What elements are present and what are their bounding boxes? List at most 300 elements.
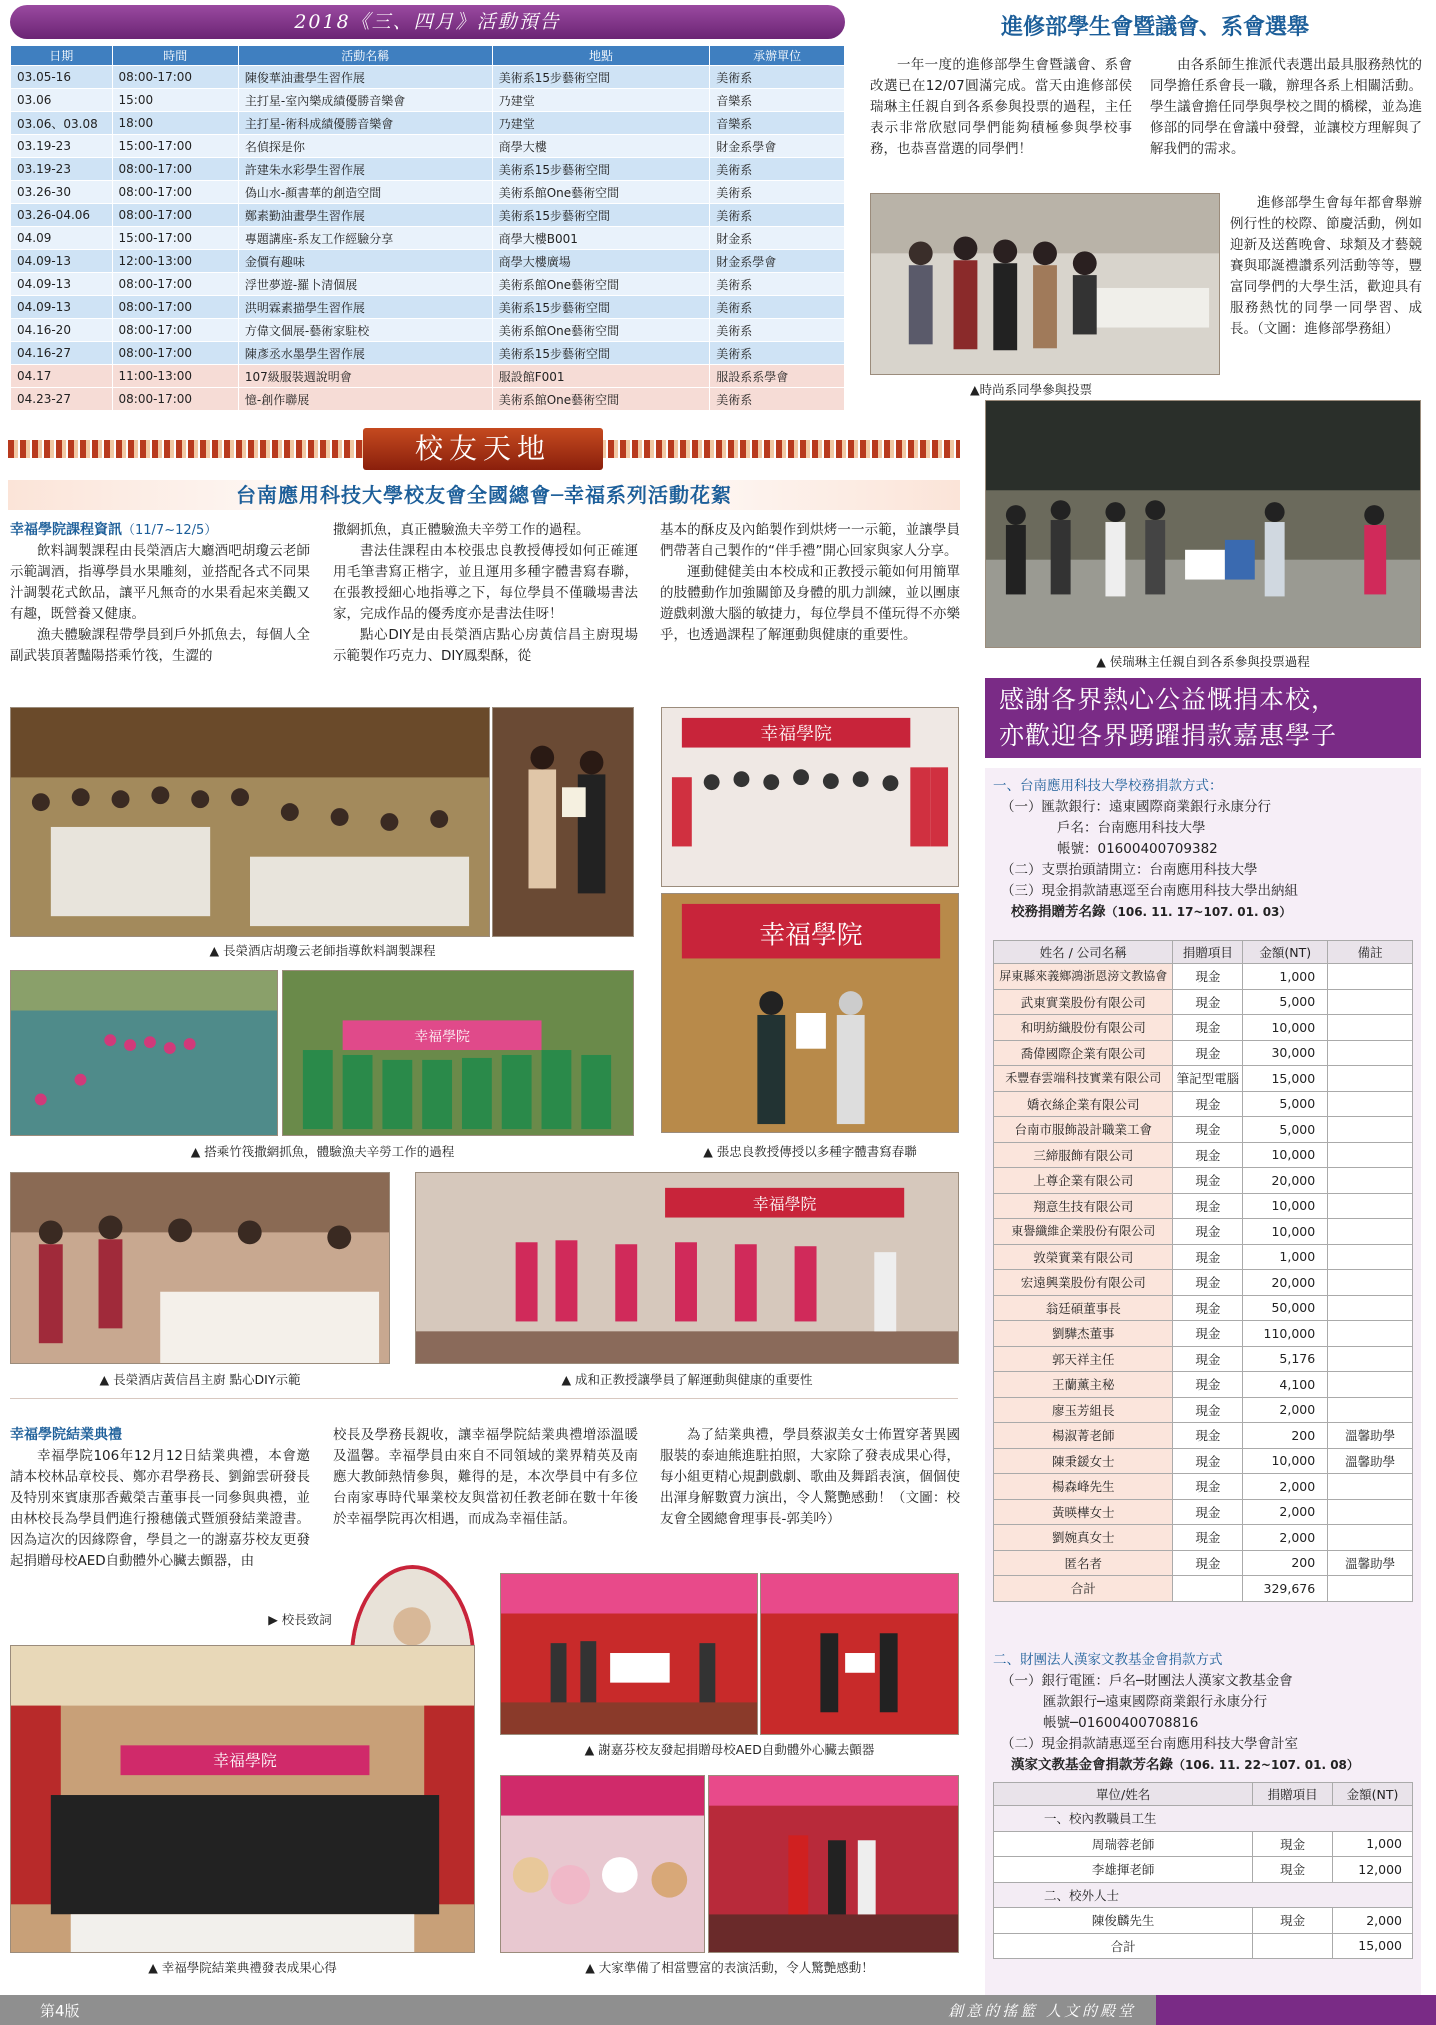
- donation-t1-col-amount: 金額(NT): [1243, 941, 1328, 964]
- schedule-cell-unit: 音樂系: [710, 89, 845, 112]
- alumni-banner-title: 校友天地: [363, 428, 603, 470]
- donation-sec1-line4: （二）支票抬頭請開立：台南應用科技大學: [1001, 862, 1258, 878]
- schedule-cell-place: 商學大樓廣場: [492, 250, 710, 273]
- grad-heading: 幸福學院結業典禮: [10, 1427, 122, 1443]
- page-footer: [0, 1995, 1436, 2025]
- donation-amount: 10,000: [1243, 1219, 1328, 1245]
- caption-fishing: ▲ 搭乘竹筏撒網抓魚，體驗漁夫辛勞工作的過程: [190, 1144, 455, 1159]
- schedule-col-event: 活動名稱: [238, 46, 492, 66]
- donation-row: [994, 1142, 1413, 1168]
- donor-name: 李雄揮老師: [994, 1857, 1253, 1883]
- donation-amount: 20,000: [1243, 1270, 1328, 1296]
- donation-amount: 110,000: [1243, 1321, 1328, 1347]
- schedule-cell-time: 15:00-17:00: [112, 227, 238, 250]
- donation-item: 現金: [1173, 989, 1243, 1015]
- donation-t2-col-amount: 金額(NT): [1333, 1783, 1413, 1806]
- schedule-cell-event: 憶-創作聯展: [238, 388, 492, 411]
- caption-aed: ▲ 謝嘉芬校友發起捐贈母校AED自動體外心臟去顫器: [584, 1742, 875, 1757]
- donor-name: 陳俊麟先生: [994, 1908, 1253, 1934]
- photo-aed-donation: [500, 1573, 758, 1735]
- donation-amount: 329,676: [1243, 1576, 1328, 1602]
- schedule-row: [11, 365, 845, 388]
- donation-amount: 15,000: [1333, 1933, 1413, 1959]
- donation-note: [1328, 1015, 1413, 1041]
- donation-table2-period: （106. 11. 22~107. 01. 08）: [1173, 1758, 1359, 1772]
- schedule-cell-date: 04.16-20: [11, 319, 113, 342]
- schedule-cell-event: 方偉文個展-藝術家駐校: [238, 319, 492, 342]
- schedule-cell-unit: 美術系: [710, 388, 845, 411]
- grad-col-1: 幸福學院結業典禮 幸福學院106年12月12日結業典禮，本會邀請本校林品章校長、鄭亦君學務長、劉錦雲研發長及特別來賓康那香戴榮吉董事長一同參與典禮，並由林校長為學員們進行撥穗儀式暨頒發結業證書。因為這次的因緣際會，學員之一的謝嘉芬校友更發起捐贈母校AED自動體外心臟去顫器，由: [10, 1427, 310, 1569]
- donation-item: 現金: [1173, 1244, 1243, 1270]
- donation-row: [994, 1857, 1413, 1883]
- schedule-row: [11, 204, 845, 227]
- donor-name: 和明紡織股份有限公司: [994, 1015, 1173, 1041]
- schedule-cell-place: 美術系15步藝術空間: [492, 66, 710, 89]
- donation-row: [994, 1499, 1413, 1525]
- schedule-cell-place: 美術系館One藝術空間: [492, 181, 710, 204]
- schedule-cell-event: 許建朱水彩學生習作展: [238, 158, 492, 181]
- donation-note: [1328, 1270, 1413, 1296]
- donation-item: 現金: [1173, 1346, 1243, 1372]
- donation-row: [994, 1270, 1413, 1296]
- schedule-cell-place: 商學大樓: [492, 135, 710, 158]
- donation-note: 溫馨助學: [1328, 1423, 1413, 1449]
- schedule-cell-date: 04.17: [11, 365, 113, 388]
- donation-item: 現金: [1253, 1831, 1333, 1857]
- donation-row: [994, 989, 1413, 1015]
- schedule-cell-place: 美術系15步藝術空間: [492, 204, 710, 227]
- donation-row: [994, 1040, 1413, 1066]
- donation-sec1-line1: （一）匯款銀行：遠東國際商業銀行永康分行: [1001, 799, 1271, 815]
- donor-name: 台南市服飾設計職業工會: [994, 1117, 1173, 1143]
- donation-note: [1328, 1244, 1413, 1270]
- donation-note: [1328, 1321, 1413, 1347]
- donation-note: [1328, 1397, 1413, 1423]
- schedule-cell-time: 08:00-17:00: [112, 66, 238, 89]
- caption-principal: ▶ 校長致詞: [268, 1612, 332, 1627]
- donation-table1-title: 校務捐贈芳名錄: [1011, 904, 1106, 920]
- schedule-cell-time: 08:00-17:00: [112, 342, 238, 365]
- donation-heading-line-2: 亦歡迎各界踴躍捐款嘉惠學子: [999, 721, 1338, 750]
- schedule-row: [11, 66, 845, 89]
- schedule-cell-time: 18:00: [112, 112, 238, 135]
- donor-name: 嬌衣絲企業有限公司: [994, 1091, 1173, 1117]
- donor-name: 宏遠興業股份有限公司: [994, 1270, 1173, 1296]
- schedule-cell-event: 名偵探是你: [238, 135, 492, 158]
- donation-row: [994, 1397, 1413, 1423]
- schedule-cell-date: 03.26-04.06: [11, 204, 113, 227]
- donation-row: [994, 1831, 1413, 1857]
- course-heading: 幸福學院課程資訊: [10, 522, 122, 538]
- photo-voting-fashion: [870, 193, 1220, 375]
- donation-row: [994, 1474, 1413, 1500]
- schedule-cell-place: 乃建堂: [492, 112, 710, 135]
- schedule-cell-event: 陳彥丞水墨學生習作展: [238, 342, 492, 365]
- schedule-cell-time: 12:00-13:00: [112, 250, 238, 273]
- photo-drink-class: [10, 707, 490, 937]
- donation-sec2-title: 二、財團法人漢家文教基金會捐款方式: [993, 1652, 1223, 1668]
- schedule-cell-unit: 財金系學會: [710, 250, 845, 273]
- schedule-table: [10, 45, 845, 411]
- donation-item: 現金: [1173, 964, 1243, 990]
- election-para-3: 進修部學生會每年都會舉辦例行性的校際、節慶活動，例如迎新及送舊晚會、球類及才藝競賽與耶誕禮讚系列活動等等，豐富同學們的大學生活，歡迎具有服務熱忱的同學一同學習、成長。（文圖：進修部學務組）: [1230, 195, 1422, 337]
- donation-amount: 12,000: [1333, 1857, 1413, 1883]
- donor-name: 楊森峰先生: [994, 1474, 1173, 1500]
- donation-item: 現金: [1173, 1091, 1243, 1117]
- schedule-cell-date: 04.09: [11, 227, 113, 250]
- schedule-row: [11, 296, 845, 319]
- schedule-cell-event: 浮世夢遊-羅卜清個展: [238, 273, 492, 296]
- schedule-cell-date: 03.26-30: [11, 181, 113, 204]
- footer-slogan: 創意的搖籃 人文的殿堂: [948, 2002, 1136, 2020]
- donation-row: [994, 1091, 1413, 1117]
- donation-amount: 5,000: [1243, 989, 1328, 1015]
- schedule-cell-unit: 美術系: [710, 204, 845, 227]
- photo-teddy-display: [500, 1775, 705, 1953]
- caption-director-voting: ▲ 侯瑞琳主任親自到各系參與投票過程: [1096, 654, 1310, 669]
- schedule-cell-unit: 音樂系: [710, 112, 845, 135]
- schedule-cell-event: 專題講座-系友工作經驗分享: [238, 227, 492, 250]
- schedule-cell-place: 美術系15步藝術空間: [492, 296, 710, 319]
- donation-table-1: [993, 940, 1413, 1602]
- donation-item: 現金: [1173, 1117, 1243, 1143]
- donation-amount: 15,000: [1243, 1066, 1328, 1092]
- donation-note: [1328, 1474, 1413, 1500]
- donation-group-row: [994, 1882, 1413, 1908]
- donation-note: [1328, 1142, 1413, 1168]
- election-para-2: 由各系師生推派代表選出最具服務熱忱的同學擔任系會長一職，辦理各系上相關活動。學生議會擔任同學與學校之間的橋樑，並為進修部的同學在會議中發聲，並讓校方理解與了解我們的需求。: [1150, 57, 1422, 157]
- donation-sec2-line1: （一）銀行電匯：戶名─財團法人漢家文教基金會: [1001, 1673, 1293, 1689]
- schedule-cell-place: 乃建堂: [492, 89, 710, 112]
- donor-name: 陳秉鍰女士: [994, 1448, 1173, 1474]
- section-divider: [10, 1398, 958, 1399]
- donation-amount: 10,000: [1243, 1142, 1328, 1168]
- donation-group-label: 一、校內教職員工生: [994, 1806, 1413, 1832]
- election-title: 進修部學生會暨議會、系會選舉: [1000, 15, 1309, 40]
- donation-row: [994, 1321, 1413, 1347]
- donor-name: 三締服飾有限公司: [994, 1142, 1173, 1168]
- schedule-cell-unit: 美術系: [710, 342, 845, 365]
- schedule-cell-unit: 美術系: [710, 273, 845, 296]
- donation-amount: 50,000: [1243, 1295, 1328, 1321]
- schedule-cell-event: 鄭素勤油畫學生習作展: [238, 204, 492, 227]
- photo-calligraphy-award: [661, 893, 959, 1133]
- donation-sec1-line2: 戶名：台南應用科技大學: [1057, 820, 1206, 836]
- donation-note: [1328, 1168, 1413, 1194]
- donation-note: [1328, 1117, 1413, 1143]
- caption-sport: ▲ 成和正教授讓學員了解運動與健康的重要性: [561, 1372, 813, 1387]
- caption-show: ▲ 大家準備了相當豐富的表演活動，令人驚艷感動！: [585, 1960, 874, 1975]
- donation-row: [994, 1219, 1413, 1245]
- schedule-row: [11, 388, 845, 411]
- donation-t1-col-note: 備註: [1328, 941, 1413, 964]
- donation-table1-period: （106. 11. 17~107. 01. 03）: [1105, 905, 1292, 919]
- schedule-row: [11, 342, 845, 365]
- schedule-cell-time: 08:00-17:00: [112, 204, 238, 227]
- donation-item: 現金: [1173, 1295, 1243, 1321]
- donor-name: 禾豐春雲端科技實業有限公司: [994, 1066, 1173, 1092]
- donation-table2-title: 漢家文教基金會捐款芳名錄: [1011, 1757, 1173, 1773]
- donation-row: [994, 1168, 1413, 1194]
- caption-graduation: ▲ 幸福學院結業典禮發表成果心得: [148, 1960, 337, 1975]
- donation-amount: 2,000: [1243, 1397, 1328, 1423]
- schedule-col-place: 地點: [492, 46, 710, 66]
- schedule-cell-time: 08:00-17:00: [112, 181, 238, 204]
- donor-name: 翔意生技有限公司: [994, 1193, 1173, 1219]
- schedule-cell-place: 美術系館One藝術空間: [492, 273, 710, 296]
- donation-item: 現金: [1173, 1397, 1243, 1423]
- donor-name: 劉婉真女士: [994, 1525, 1173, 1551]
- donation-sec2-line4: （二）現金捐款請惠逕至台南應用科技大學會計室: [1001, 1736, 1298, 1752]
- donor-name: 敦榮實業有限公司: [994, 1244, 1173, 1270]
- donation-group-row: [994, 1806, 1413, 1832]
- donation-amount: 1,000: [1333, 1831, 1413, 1857]
- donation-group-label: 二、校外人士: [994, 1882, 1413, 1908]
- donation-item: [1253, 1933, 1333, 1959]
- schedule-cell-place: 美術系館One藝術空間: [492, 319, 710, 342]
- schedule-cell-unit: 美術系: [710, 296, 845, 319]
- donation-item: 現金: [1173, 1219, 1243, 1245]
- schedule-cell-date: 03.05-16: [11, 66, 113, 89]
- donation-row: [994, 1525, 1413, 1551]
- schedule-cell-event: 107級服裝週說明會: [238, 365, 492, 388]
- photo-director-voting: [985, 400, 1421, 648]
- schedule-cell-time: 08:00-17:00: [112, 319, 238, 342]
- schedule-col-date: 日期: [11, 46, 113, 66]
- schedule-header-row: [11, 46, 845, 66]
- schedule-cell-date: 04.16-27: [11, 342, 113, 365]
- donation-amount: 10,000: [1243, 1193, 1328, 1219]
- donor-name: 合計: [994, 1933, 1253, 1959]
- schedule-cell-date: 03.06、03.08: [11, 112, 113, 135]
- schedule-cell-unit: 美術系: [710, 319, 845, 342]
- donation-note: [1328, 1346, 1413, 1372]
- donation-table-2: [993, 1782, 1413, 1959]
- schedule-cell-time: 08:00-17:00: [112, 158, 238, 181]
- donation-method-2: [993, 1650, 1418, 1776]
- donation-note: [1328, 1219, 1413, 1245]
- donor-name: 周瑞蓉老師: [994, 1831, 1253, 1857]
- donor-name: 翁廷碩董事長: [994, 1295, 1173, 1321]
- donation-amount: 5,176: [1243, 1346, 1328, 1372]
- donation-row: [994, 1244, 1413, 1270]
- schedule-cell-event: 偽山水-顏書華的創造空間: [238, 181, 492, 204]
- donation-row: [994, 1372, 1413, 1398]
- sign-happy-5: 幸福學院: [213, 1751, 277, 1771]
- schedule-cell-event: 洪明霖素描學生習作展: [238, 296, 492, 319]
- schedule-row: [11, 158, 845, 181]
- donation-method-1: [993, 776, 1418, 923]
- donation-amount: 1,000: [1243, 1244, 1328, 1270]
- donor-name: 廖玉芳組長: [994, 1397, 1173, 1423]
- course-date: （11/7~12/5）: [122, 523, 218, 538]
- schedule-banner: 2018《三、四月》活動預告: [10, 5, 845, 39]
- donation-amount: 2,000: [1243, 1474, 1328, 1500]
- schedule-cell-time: 08:00-17:00: [112, 273, 238, 296]
- donation-amount: 5,000: [1243, 1091, 1328, 1117]
- donation-amount: 1,000: [1243, 964, 1328, 990]
- donation-row: [994, 1423, 1413, 1449]
- donation-note: [1328, 989, 1413, 1015]
- schedule-cell-date: 03.19-23: [11, 135, 113, 158]
- donor-name: 武東實業股份有限公司: [994, 989, 1173, 1015]
- donation-note: [1328, 1295, 1413, 1321]
- donation-note: [1328, 1372, 1413, 1398]
- donation-row: [994, 1193, 1413, 1219]
- schedule-cell-place: 美術系15步藝術空間: [492, 342, 710, 365]
- donation-t2-col-name: 單位/姓名: [994, 1783, 1253, 1806]
- sign-happy-2: 幸福學院: [759, 920, 863, 951]
- footer-accent: [1156, 1995, 1436, 2025]
- donor-name: 楊淑菁老師: [994, 1423, 1173, 1449]
- course-col-3: 基本的酥皮及內餡製作到烘烤一一示範，並讓學員們帶著自己製作的“伴手禮”開心回家與家人分享。 運動健健美由本校成和正教授示範如何用簡單的肢體動作加強關節及身體的肌力訓練，並以團康遊戲刺激大腦的敏捷力，每位學員不僅玩得不亦樂乎，也透過課程了解運動與健康的重要性。: [660, 522, 960, 643]
- course-col-2: 撒網抓魚，真正體驗漁夫辛勞工作的過程。 書法佳課程由本校張忠良教授傳授如何正確運用毛筆書寫正楷字，並且運用多種字體書寫春聯，在張教授細心地指導之下，每位學員不僅職場書法家，完成作品的優秀度亦是書法佳呀！ 點心DIY是由長榮酒店點心房黃信昌主廚現場示範製作巧克力、DIY鳳梨酥，從: [333, 522, 638, 664]
- schedule-cell-date: 04.09-13: [11, 273, 113, 296]
- donation-row: [994, 1908, 1413, 1934]
- donation-note: [1328, 1499, 1413, 1525]
- donation-note: 溫馨助學: [1328, 1448, 1413, 1474]
- donation-row: [994, 1346, 1413, 1372]
- donation-item: 現金: [1173, 1040, 1243, 1066]
- schedule-row: [11, 181, 845, 204]
- donation-note: [1328, 964, 1413, 990]
- photo-graduation-group: [10, 1645, 475, 1953]
- donation-item: 現金: [1173, 1142, 1243, 1168]
- donor-name: 喬偉國際企業有限公司: [994, 1040, 1173, 1066]
- donation-amount: 2,000: [1333, 1908, 1413, 1934]
- schedule-cell-unit: 美術系: [710, 66, 845, 89]
- donation-t2-col-item: 捐贈項目: [1253, 1783, 1333, 1806]
- photo-dessert-diy: [10, 1172, 390, 1364]
- donation-item: 現金: [1173, 1499, 1243, 1525]
- donation-note: 溫馨助學: [1328, 1550, 1413, 1576]
- donation-amount: 200: [1243, 1423, 1328, 1449]
- alumni-subtitle: 台南應用科技大學校友會全國總會─幸福系列活動花絮: [8, 480, 960, 510]
- donation-heading-line-1: 感謝各界熱心公益慨捐本校，: [999, 685, 1338, 714]
- alumni-banner: [8, 428, 960, 470]
- schedule-cell-date: 04.09-13: [11, 296, 113, 319]
- donation-amount: 5,000: [1243, 1117, 1328, 1143]
- donation-note: [1328, 1091, 1413, 1117]
- schedule-cell-place: 美術系15步藝術空間: [492, 158, 710, 181]
- donor-name: 屏東縣來義鄉鴻浙恩滂文教協會: [994, 964, 1173, 990]
- page-number: 第4版: [40, 2002, 80, 2020]
- donation-item: 現金: [1173, 1321, 1243, 1347]
- schedule-cell-date: 04.23-27: [11, 388, 113, 411]
- donation-amount: 200: [1243, 1550, 1328, 1576]
- donation-item: 現金: [1173, 1270, 1243, 1296]
- donation-row: [994, 1015, 1413, 1041]
- schedule-col-time: 時間: [112, 46, 238, 66]
- schedule-cell-event: 金價有趣味: [238, 250, 492, 273]
- sign-happy-3: 幸福學院: [414, 1029, 470, 1046]
- schedule-cell-place: 商學大樓B001: [492, 227, 710, 250]
- schedule-cell-time: 08:00-17:00: [112, 388, 238, 411]
- donation-amount: 2,000: [1243, 1499, 1328, 1525]
- photo-sport-class: [415, 1172, 959, 1364]
- donor-name: 東譽纖維企業股份有限公司: [994, 1219, 1173, 1245]
- schedule-row: [11, 227, 845, 250]
- donation-amount: 4,100: [1243, 1372, 1328, 1398]
- caption-drink-class: ▲ 長榮酒店胡瓊云老師指導飲料調製課程: [209, 943, 436, 958]
- donor-name: 劉驊杰董事: [994, 1321, 1173, 1347]
- grad-col-2: 校長及學務長親收，讓幸福學院結業典禮增添溫暖及溫馨。幸福學員由來自不同領域的業界精英及南應大教師熱情參與，難得的是，本次學員中有多位台南家專時代畢業校友與當初任教老師在數十年後於幸福學院再次相遇，而成為幸福佳話。: [333, 1427, 638, 1527]
- grad-col-3: 為了結業典禮，學員蔡淑美女士佈置穿著異國服裝的泰迪熊進駐拍照，大家除了發表成果心得，每小組更精心規劃戲劇、歌曲及舞蹈表演，個個使出渾身解數賣力演出，令人驚艷感動！（文圖：校友會全國總會理事長-郭美吟）: [660, 1427, 960, 1527]
- schedule-cell-date: 03.19-23: [11, 158, 113, 181]
- donation-row: [994, 1295, 1413, 1321]
- schedule-cell-date: 04.09-13: [11, 250, 113, 273]
- donation-item: 現金: [1173, 1550, 1243, 1576]
- donation-amount: 2,000: [1243, 1525, 1328, 1551]
- donation-row: [994, 1933, 1413, 1959]
- schedule-cell-place: 服設館F001: [492, 365, 710, 388]
- schedule-row: [11, 319, 845, 342]
- donation-row: [994, 1066, 1413, 1092]
- donation-amount: 10,000: [1243, 1015, 1328, 1041]
- schedule-cell-event: 主打星-室內樂成績優勝音樂會: [238, 89, 492, 112]
- schedule-row: [11, 112, 845, 135]
- donation-note: [1328, 1525, 1413, 1551]
- donation-item: 現金: [1173, 1168, 1243, 1194]
- donor-name: 合計: [994, 1576, 1173, 1602]
- donation-amount: 20,000: [1243, 1168, 1328, 1194]
- caption-voting-fashion: ▲時尚系同學參與投票: [970, 382, 1093, 397]
- donor-name: 上尊企業有限公司: [994, 1168, 1173, 1194]
- schedule-cell-time: 11:00-13:00: [112, 365, 238, 388]
- donation-amount: 30,000: [1243, 1040, 1328, 1066]
- donation-item: 現金: [1173, 1372, 1243, 1398]
- donation-item: 現金: [1173, 1448, 1243, 1474]
- schedule-cell-date: 03.06: [11, 89, 113, 112]
- schedule-cell-event: 主打星-術科成績優勝音樂會: [238, 112, 492, 135]
- photo-performance: [708, 1775, 959, 1953]
- donation-note: [1328, 1576, 1413, 1602]
- donation-row: [994, 1117, 1413, 1143]
- donor-name: 匿名者: [994, 1550, 1173, 1576]
- donation-note: [1328, 1040, 1413, 1066]
- photo-calligraphy-group: [661, 707, 959, 887]
- donation-sec1-title: 一、台南應用科技大學校務捐款方式：: [993, 778, 1223, 794]
- schedule-cell-unit: 美術系: [710, 181, 845, 204]
- donation-item: 現金: [1173, 1015, 1243, 1041]
- donation-item: 現金: [1253, 1857, 1333, 1883]
- donation-sec1-line3: 帳號：01600400709382: [1057, 841, 1218, 857]
- donation-row: [994, 1550, 1413, 1576]
- course-col-1: 幸福學院課程資訊（11/7~12/5） 飲料調製課程由長榮酒店大廳酒吧胡瓊云老師示範調酒，指導學員水果雕刻，並搭配各式不同果汁調製花式飲品，讓平凡無奇的水果看起來美觀又有趣，既營養又健康。 漁夫體驗課程帶學員到戶外抓魚去，每個人全副武裝頂著豔陽搭乘竹筏，生澀的: [10, 522, 310, 664]
- schedule-row: [11, 135, 845, 158]
- donation-t1-col-name: 姓名 / 公司名稱: [994, 941, 1173, 964]
- schedule-row: [11, 89, 845, 112]
- schedule-row: [11, 273, 845, 296]
- donation-sec2-line3: 帳號─01600400708816: [1043, 1715, 1199, 1731]
- donation-t1-col-item: 捐贈項目: [1173, 941, 1243, 964]
- photo-fishing-group: [282, 970, 634, 1136]
- schedule-cell-unit: 財金系學會: [710, 135, 845, 158]
- donation-row: [994, 1576, 1413, 1602]
- donation-sec1-line5: （三）現金捐款請惠逕至台南應用科技大學出納組: [1001, 883, 1298, 899]
- photo-drink-teacher: [492, 707, 634, 937]
- schedule-cell-unit: 財金系: [710, 227, 845, 250]
- donation-note: [1328, 1193, 1413, 1219]
- donation-item: 現金: [1173, 1423, 1243, 1449]
- donation-item: 筆記型電腦: [1173, 1066, 1243, 1092]
- donation-item: 現金: [1253, 1908, 1333, 1934]
- schedule-cell-place: 美術系館One藝術空間: [492, 388, 710, 411]
- schedule-cell-time: 15:00-17:00: [112, 135, 238, 158]
- donor-name: 黃暎樺女士: [994, 1499, 1173, 1525]
- caption-dessert: ▲ 長榮酒店黃信昌主廚 點心DIY示範: [99, 1372, 301, 1387]
- schedule-cell-unit: 美術系: [710, 158, 845, 181]
